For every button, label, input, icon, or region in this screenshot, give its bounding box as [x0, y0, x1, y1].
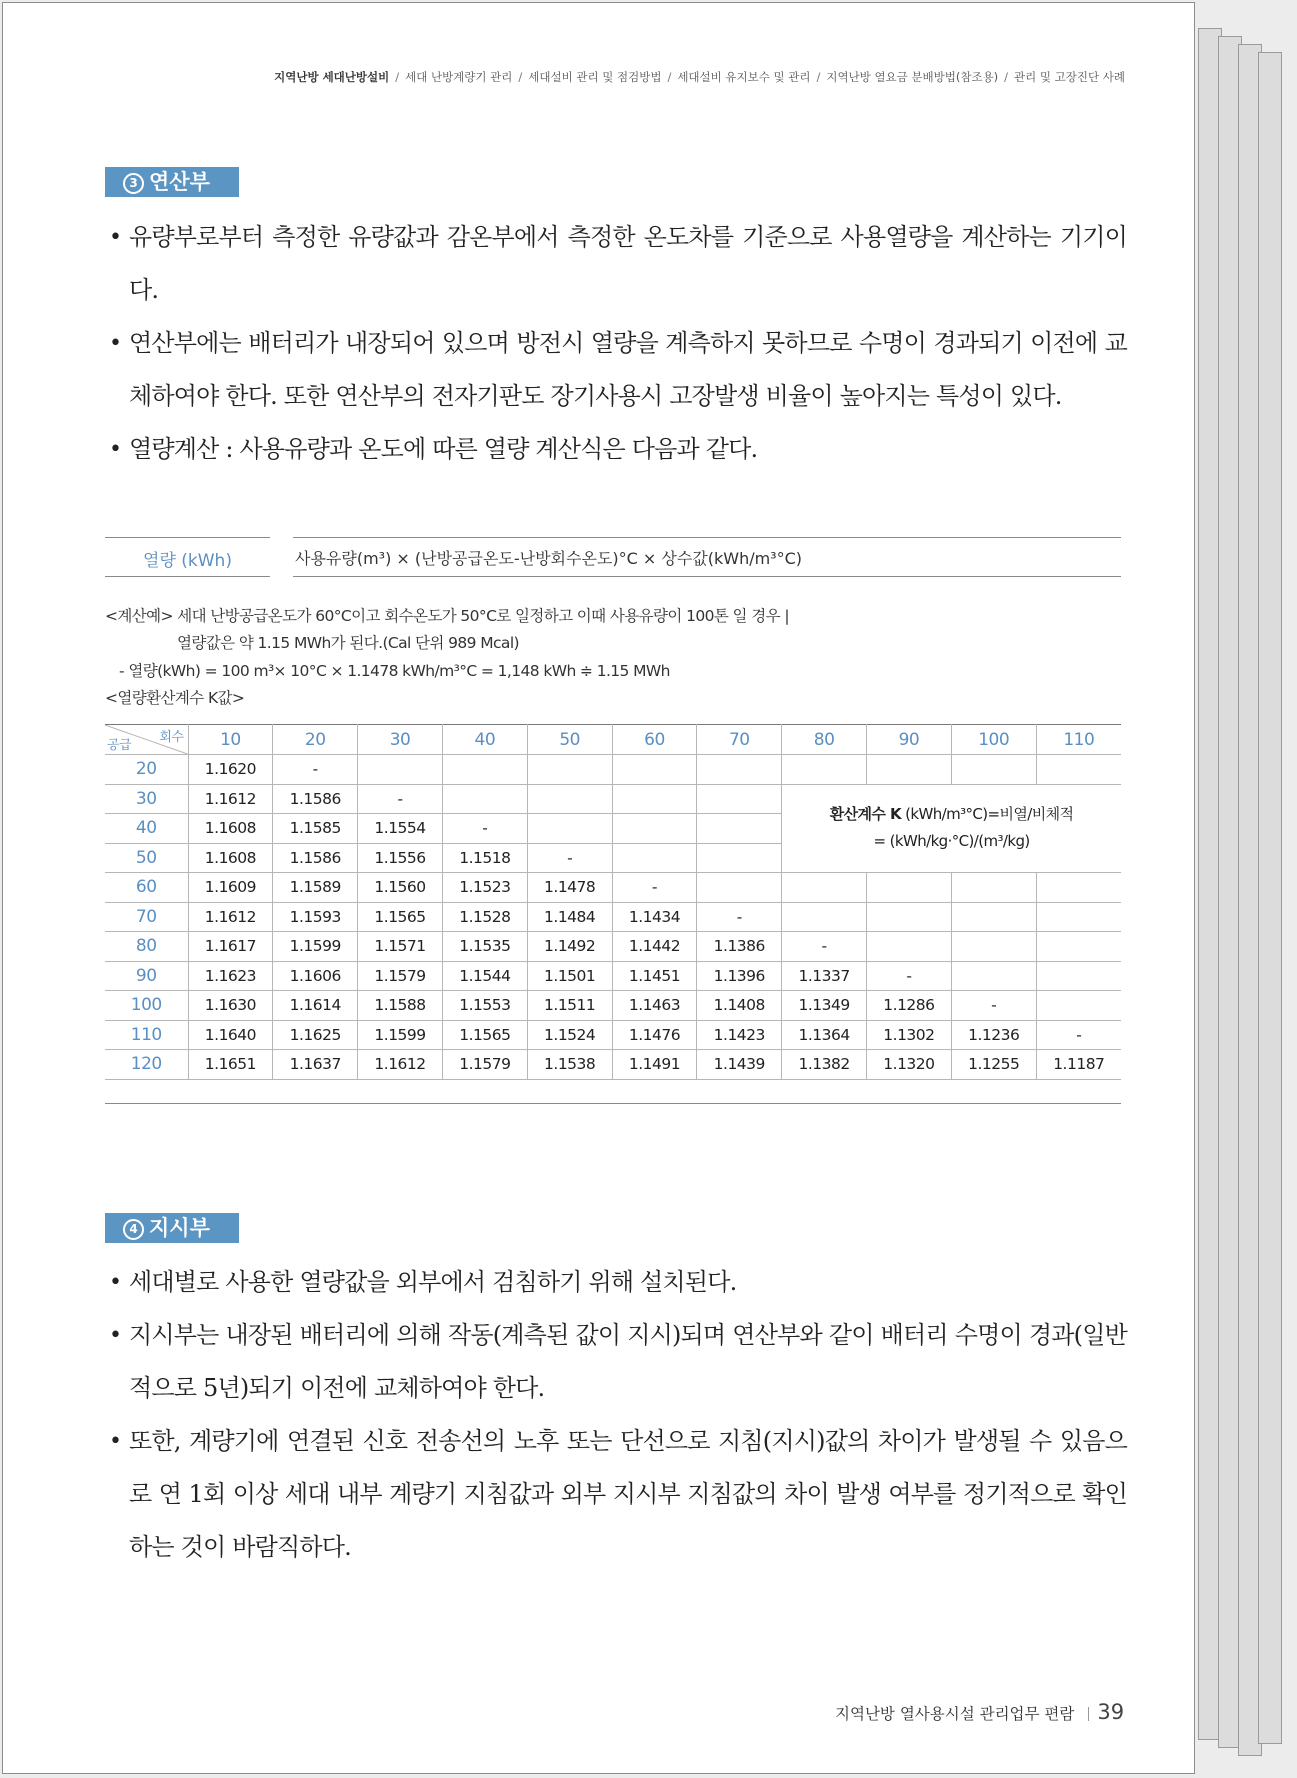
k-factor-note — [782, 784, 1121, 873]
table-cell: 1.1625 — [273, 1020, 358, 1050]
table-cell: 1.1386 — [697, 932, 782, 962]
formula-label: 열량 (kWh) — [143, 551, 232, 571]
table-cell — [527, 784, 612, 814]
corner-label-supply: 공급 — [107, 738, 132, 753]
table-cell: 1.1492 — [527, 932, 612, 962]
breadcrumb-item[interactable]: 지역난방 열요금 분배방법(참조용) — [826, 70, 999, 84]
table-cell: 1.1187 — [1036, 1050, 1121, 1080]
table-cell: 1.1484 — [527, 902, 612, 932]
table-cell: 1.1593 — [273, 902, 358, 932]
column-header: 100 — [951, 725, 1036, 755]
k-factor-table — [105, 724, 1121, 1080]
footer-divider — [1088, 1707, 1089, 1721]
table-cell — [782, 873, 867, 903]
document-page — [2, 2, 1195, 1774]
column-header: 10 — [188, 725, 273, 755]
formula-expression: 사용유량(m³) × (난방공급온도-난방회수온도)°C × 상수값(kWh/m³°C) — [295, 549, 803, 568]
table-cell: - — [358, 784, 443, 814]
row-header: 110 — [105, 1020, 188, 1050]
table-cell — [1036, 755, 1121, 785]
table-cell: 1.1565 — [442, 1020, 527, 1050]
table-cell: 1.1463 — [612, 991, 697, 1021]
breadcrumb-item[interactable]: 지역난방 세대난방설비 — [274, 70, 390, 84]
table-cell: 1.1442 — [612, 932, 697, 962]
table-cell: - — [1036, 1020, 1121, 1050]
table-cell — [1036, 961, 1121, 991]
table-cell: 1.1609 — [188, 873, 273, 903]
page-stack-edge-4 — [1258, 52, 1282, 1744]
column-header: 90 — [867, 725, 952, 755]
table-cell — [867, 932, 952, 962]
row-header: 30 — [105, 784, 188, 814]
table-cell: 1.1612 — [188, 902, 273, 932]
table-cell: 1.1599 — [273, 932, 358, 962]
table-cell: 1.1560 — [358, 873, 443, 903]
table-cell: 1.1608 — [188, 814, 273, 844]
table-cell — [612, 784, 697, 814]
table-cell — [1036, 873, 1121, 903]
section-heading-calculator — [105, 167, 239, 197]
table-cell: 1.1320 — [867, 1050, 952, 1080]
bullet-item: • 지시부는 내장된 배터리에 의해 작동(계측된 값이 지시)되며 연산부와 같이 배터리 수명이 경과(일반적으로 5년)되기 이전에 교체하여야 한다. — [109, 1309, 1127, 1415]
section4-bullet-list — [109, 1256, 1127, 1574]
table-corner-cell — [105, 725, 188, 755]
table-cell: - — [951, 991, 1036, 1021]
table-cell — [442, 755, 527, 785]
table-row — [105, 902, 1121, 932]
table-cell: - — [442, 814, 527, 844]
table-cell — [697, 843, 782, 873]
section-number-badge: 3 — [123, 173, 144, 194]
table-cell: 1.1651 — [188, 1050, 273, 1080]
row-header: 90 — [105, 961, 188, 991]
column-header: 50 — [527, 725, 612, 755]
table-cell: 1.1640 — [188, 1020, 273, 1050]
calc-example-line: - 열량(kWh) = 100 m³× 10°C × 1.1478 kWh/m³°C = 1,148 kWh ≑ 1.15 MWh — [119, 662, 670, 680]
table-cell: 1.1451 — [612, 961, 697, 991]
table-cell: - — [612, 873, 697, 903]
table-cell: 1.1491 — [612, 1050, 697, 1080]
breadcrumb-separator: / — [1004, 70, 1009, 84]
k-factor-note-title: 환산계수 K — [829, 805, 901, 824]
calc-example-line: 열량값은 약 1.15 MWh가 된다.(Cal 단위 989 Mcal) — [177, 634, 519, 652]
column-header: 60 — [612, 725, 697, 755]
table-row — [105, 784, 1121, 814]
formula-rule-top-left — [105, 537, 270, 538]
bullet-item: • 유량부로부터 측정한 유량값과 감온부에서 측정한 온도차를 기준으로 사용열량을 계산하는 기기이다. — [109, 211, 1127, 317]
row-header: 70 — [105, 902, 188, 932]
table-cell: 1.1518 — [442, 843, 527, 873]
table-cell — [527, 755, 612, 785]
table-cell: 1.1554 — [358, 814, 443, 844]
table-cell: 1.1571 — [358, 932, 443, 962]
table-cell: 1.1623 — [188, 961, 273, 991]
table-cell: 1.1478 — [527, 873, 612, 903]
section-heading-display — [105, 1213, 239, 1243]
row-header: 80 — [105, 932, 188, 962]
table-cell — [951, 873, 1036, 903]
column-header: 70 — [697, 725, 782, 755]
k-factor-note-line1: (kWh/m³°C)=비열/비체적 — [900, 805, 1074, 824]
section-number-badge: 4 — [123, 1219, 144, 1240]
table-cell — [782, 902, 867, 932]
table-cell: 1.1396 — [697, 961, 782, 991]
formula-rule-bottom-right — [293, 576, 1121, 577]
table-row — [105, 961, 1121, 991]
row-header: 60 — [105, 873, 188, 903]
table-row — [105, 873, 1121, 903]
page-number: 39 — [1097, 1700, 1125, 1724]
table-cell — [358, 755, 443, 785]
table-cell: 1.1524 — [527, 1020, 612, 1050]
table-cell — [697, 755, 782, 785]
table-cell: - — [867, 961, 952, 991]
footer-title: 지역난방 열사용시설 관리업무 편람 — [835, 1705, 1075, 1723]
table-cell — [697, 814, 782, 844]
table-cell: - — [782, 932, 867, 962]
section3-bullet-list — [109, 211, 1127, 476]
k-factor-note-line2: = (kWh/kg·°C)/(m³/kg) — [873, 832, 1030, 851]
table-cell: 1.1528 — [442, 902, 527, 932]
bullet-item: • 열량계산 : 사용유량과 온도에 따른 열량 계산식은 다음과 같다. — [109, 423, 1127, 476]
table-row — [105, 932, 1121, 962]
bullet-item: • 세대별로 사용한 열량값을 외부에서 검침하기 위해 설치된다. — [109, 1256, 1127, 1309]
table-cell: - — [273, 755, 358, 785]
row-header: 20 — [105, 755, 188, 785]
table-cell: 1.1612 — [358, 1050, 443, 1080]
table-row — [105, 991, 1121, 1021]
table-cell: 1.1630 — [188, 991, 273, 1021]
table-cell: 1.1586 — [273, 843, 358, 873]
table-cell: 1.1535 — [442, 932, 527, 962]
table-bottom-rule — [105, 1103, 1121, 1104]
table-cell: 1.1608 — [188, 843, 273, 873]
table-cell — [697, 784, 782, 814]
table-cell: 1.1434 — [612, 902, 697, 932]
table-cell — [612, 755, 697, 785]
table-cell: 1.1382 — [782, 1050, 867, 1080]
table-cell: 1.1606 — [273, 961, 358, 991]
breadcrumb — [175, 69, 1125, 85]
table-cell — [1036, 902, 1121, 932]
table-cell — [612, 843, 697, 873]
table-cell: 1.1599 — [358, 1020, 443, 1050]
table-cell: 1.1501 — [527, 961, 612, 991]
breadcrumb-item[interactable]: 세대설비 관리 및 점검방법 — [528, 70, 662, 84]
table-cell: 1.1617 — [188, 932, 273, 962]
table-cell — [951, 755, 1036, 785]
table-cell: 1.1585 — [273, 814, 358, 844]
table-cell: 1.1302 — [867, 1020, 952, 1050]
table-cell: 1.1637 — [273, 1050, 358, 1080]
column-header: 110 — [1036, 725, 1121, 755]
section-title: 지시부 — [149, 1216, 210, 1240]
table-cell — [951, 961, 1036, 991]
table-cell: 1.1476 — [612, 1020, 697, 1050]
table-cell: - — [697, 902, 782, 932]
table-row — [105, 1020, 1121, 1050]
breadcrumb-item[interactable]: 세대 난방계량기 관리 — [405, 70, 513, 84]
table-cell — [951, 932, 1036, 962]
table-cell — [442, 784, 527, 814]
row-header: 40 — [105, 814, 188, 844]
table-cell: 1.1553 — [442, 991, 527, 1021]
column-header: 30 — [358, 725, 443, 755]
table-cell: 1.1523 — [442, 873, 527, 903]
page-footer — [835, 1700, 1124, 1724]
table-cell: - — [527, 843, 612, 873]
table-header-row — [105, 725, 1121, 755]
section-title: 연산부 — [149, 170, 210, 194]
table-cell: 1.1538 — [527, 1050, 612, 1080]
breadcrumb-separator: / — [667, 70, 672, 84]
table-cell: 1.1544 — [442, 961, 527, 991]
table-cell: 1.1439 — [697, 1050, 782, 1080]
table-cell: 1.1349 — [782, 991, 867, 1021]
table-cell — [867, 873, 952, 903]
bullet-item: • 연산부에는 배터리가 내장되어 있으며 방전시 열량을 계측하지 못하므로 수명이 경과되기 이전에 교체하여야 한다. 또한 연산부의 전자기판도 장기사용시 고장발생 비율이 높아지는 특성이 있다. — [109, 317, 1127, 423]
corner-label-return: 회수 — [159, 730, 184, 745]
table-cell: 1.1565 — [358, 902, 443, 932]
row-header: 120 — [105, 1050, 188, 1080]
table-cell: 1.1620 — [188, 755, 273, 785]
table-cell: 1.1337 — [782, 961, 867, 991]
table-row — [105, 1050, 1121, 1080]
column-header: 40 — [442, 725, 527, 755]
table-cell: 1.1423 — [697, 1020, 782, 1050]
breadcrumb-item[interactable]: 관리 및 고장진단 사례 — [1014, 70, 1125, 84]
table-cell: 1.1589 — [273, 873, 358, 903]
table-cell — [527, 814, 612, 844]
table-cell: 1.1364 — [782, 1020, 867, 1050]
row-header: 100 — [105, 991, 188, 1021]
table-cell: 1.1286 — [867, 991, 952, 1021]
table-cell: 1.1255 — [951, 1050, 1036, 1080]
breadcrumb-separator: / — [395, 70, 400, 84]
table-cell — [612, 814, 697, 844]
table-cell — [867, 902, 952, 932]
table-cell: 1.1579 — [358, 961, 443, 991]
table-cell: 1.1588 — [358, 991, 443, 1021]
table-cell — [1036, 991, 1121, 1021]
bullet-item: • 또한, 계량기에 연결된 신호 전송선의 노후 또는 단선으로 지침(지시)값의 차이가 발생될 수 있음으로 연 1회 이상 세대 내부 계량기 지침값과 외부 지시부 지침값의 차이 발생 여부를 정기적으로 확인하는 것이 바람직하다. — [109, 1415, 1127, 1574]
table-cell — [697, 873, 782, 903]
calc-example-line: <계산예> 세대 난방공급온도가 60°C이고 회수온도가 50°C로 일정하고 이때 사용유량이 100톤 일 경우 | — [105, 607, 789, 625]
row-header: 50 — [105, 843, 188, 873]
breadcrumb-separator: / — [816, 70, 821, 84]
table-cell: 1.1614 — [273, 991, 358, 1021]
column-header: 80 — [782, 725, 867, 755]
table-cell: 1.1511 — [527, 991, 612, 1021]
table-cell: 1.1236 — [951, 1020, 1036, 1050]
formula-rule-top-right — [293, 537, 1121, 538]
table-cell — [951, 902, 1036, 932]
table-cell: 1.1579 — [442, 1050, 527, 1080]
table-cell: 1.1586 — [273, 784, 358, 814]
breadcrumb-item[interactable]: 세대설비 유지보수 및 관리 — [677, 70, 811, 84]
table-row — [105, 755, 1121, 785]
breadcrumb-separator: / — [518, 70, 523, 84]
table-cell: 1.1612 — [188, 784, 273, 814]
table-cell: 1.1556 — [358, 843, 443, 873]
table-cell — [867, 755, 952, 785]
column-header: 20 — [273, 725, 358, 755]
table-cell: 1.1408 — [697, 991, 782, 1021]
formula-rule-bottom-left — [105, 576, 270, 577]
table-cell — [782, 755, 867, 785]
table-cell — [1036, 932, 1121, 962]
table-caption: <열량환산계수 K값> — [105, 689, 245, 707]
